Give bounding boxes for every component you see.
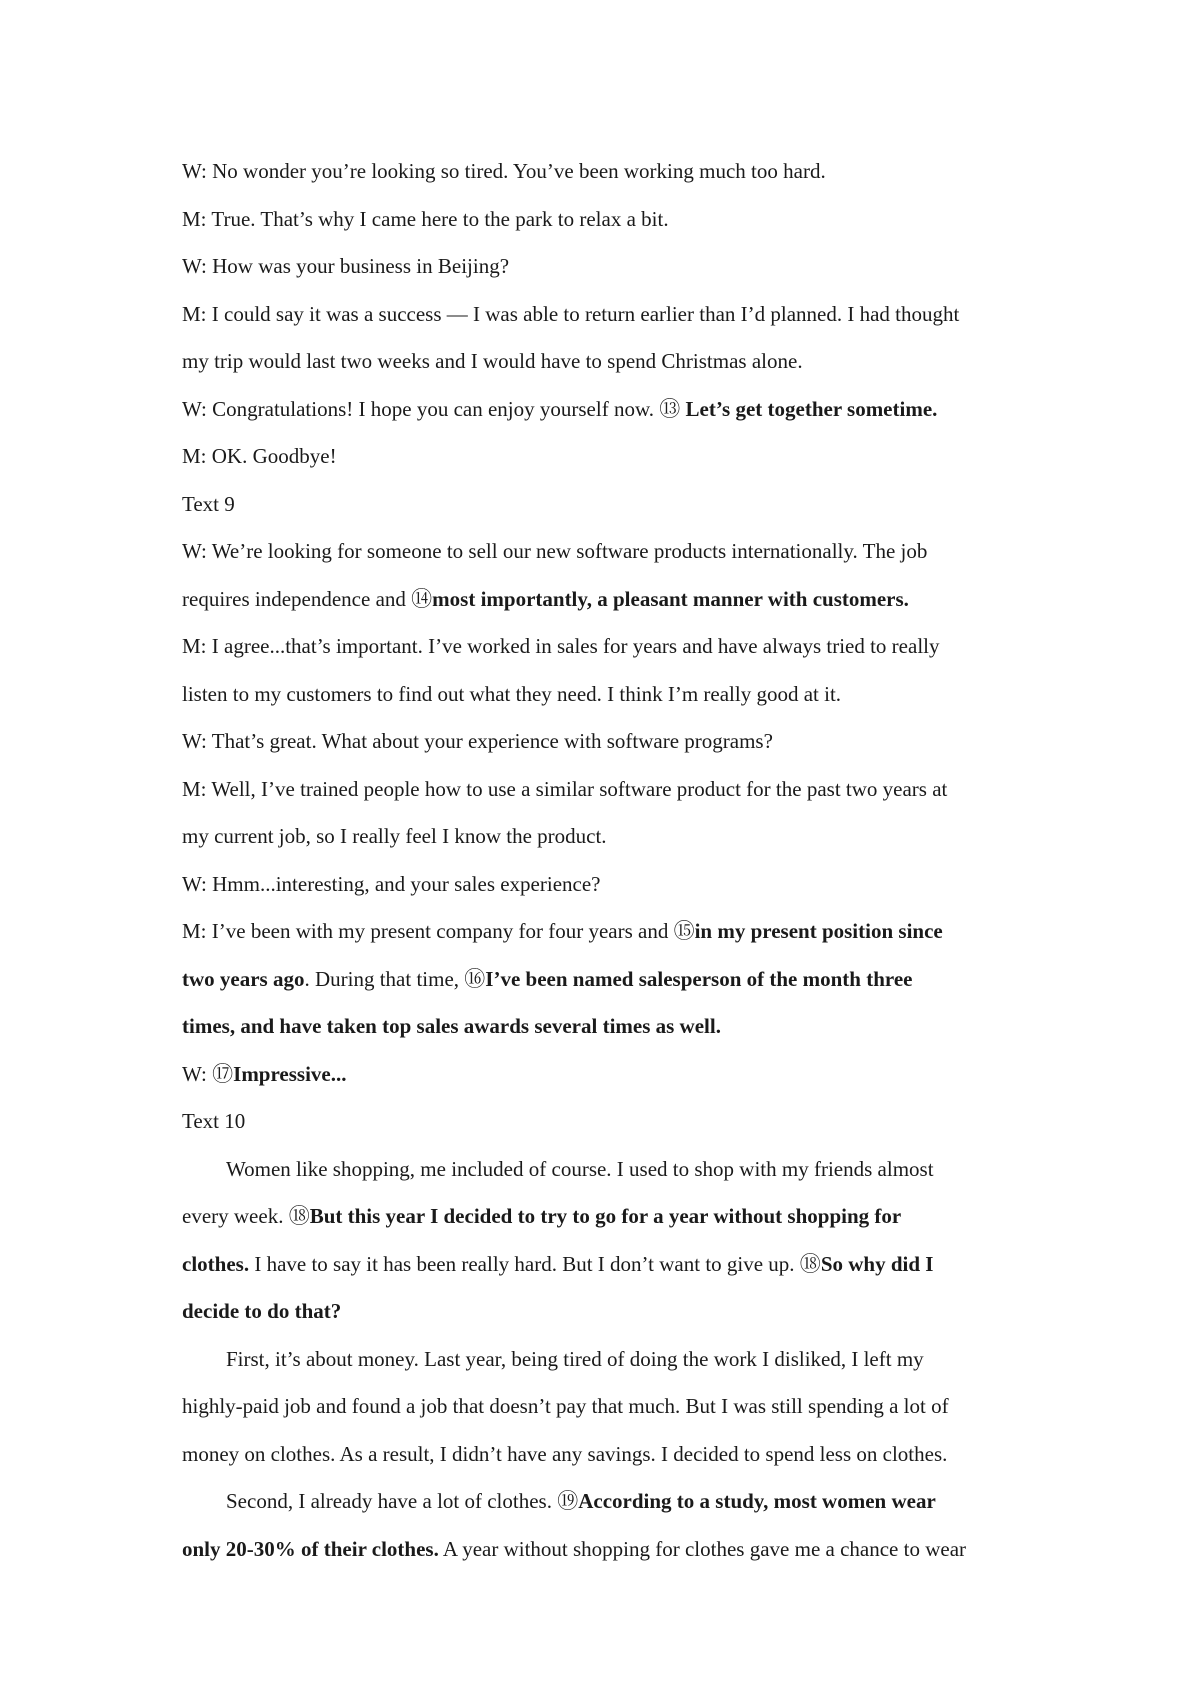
text-run: M: OK. Goodbye! (182, 444, 337, 468)
bold-text: in my present position since (694, 919, 943, 943)
bold-text: two years ago (182, 966, 305, 991)
text-line (182, 1526, 1052, 1574)
text-run: First, it’s about money. Last year, being tired of doing the work I disliked, I left my (226, 1346, 924, 1371)
text-line (182, 1051, 1052, 1099)
text-run: Second, I already have a lot of clothes. ⑲ (226, 1489, 579, 1513)
text-line (182, 481, 1052, 529)
bold-text: Let’s get together sometime. (685, 396, 938, 421)
text-run: W: Hmm...interesting, and your sales experience? (182, 871, 601, 896)
bold-text: decide to do that? (182, 1299, 342, 1323)
text-line (182, 813, 1052, 861)
text-run: Women like shopping, me included of course. I used to shop with my friends almost (226, 1156, 934, 1181)
bold-text: Impressive... (233, 1061, 347, 1086)
text-run: highly-paid job and found a job that doesn’t pay that much. But I was still spending a lot of (182, 1394, 949, 1418)
transcript-text (182, 148, 1052, 1573)
text-line (182, 1241, 1052, 1289)
text-line (182, 1098, 1052, 1146)
text-run: W: ⑰ (182, 1061, 234, 1086)
text-run: W: We’re looking for someone to sell our new software products internationally. The job (182, 539, 928, 563)
text-run: M: Well, I’ve trained people how to use a similar software product for the past two years at (182, 776, 948, 801)
text-run: W: No wonder you’re looking so tired. You’ve been working much too hard. (182, 159, 826, 183)
text-run: requires independence and ⑭ (182, 586, 433, 611)
text-line (182, 1193, 1052, 1241)
text-line (182, 338, 1052, 386)
text-run: M: I could say it was a success — I was able to return earlier than I’d planned. I had thought (182, 301, 960, 326)
text-line (182, 291, 1052, 339)
text-run: . During that time, ⑯ (304, 966, 486, 991)
text-run: M: True. That’s why I came here to the park to relax a bit. (182, 206, 669, 231)
bold-text: According to a study, most women wear (578, 1489, 936, 1513)
text-run: W: That’s great. What about your experience with software programs? (182, 729, 773, 753)
text-run: my trip would last two weeks and I would have to spend Christmas alone. (182, 349, 803, 373)
bold-text: I’ve been named salesperson of the month three (485, 966, 913, 991)
text-line (182, 1431, 1052, 1479)
text-line (182, 908, 1052, 956)
text-run: my current job, so I really feel I know the product. (182, 824, 607, 848)
text-line (182, 1336, 1052, 1384)
text-run: A year without shopping for clothes gave me a chance to wear (438, 1536, 967, 1561)
bold-text: most importantly, a pleasant manner with customers. (432, 586, 909, 611)
text-line (182, 433, 1052, 481)
text-run: I have to say it has been really hard. But I don’t want to give up. ⑱ (249, 1251, 821, 1276)
text-run: Text 9 (182, 491, 235, 516)
text-line (182, 528, 1052, 576)
text-line (182, 956, 1052, 1004)
text-run: every week. ⑱ (182, 1204, 310, 1228)
bold-text: times, and have taken top sales awards several times as well. (182, 1014, 721, 1038)
text-line (182, 148, 1052, 196)
text-line (182, 243, 1052, 291)
text-run: listen to my customers to find out what they need. I think I’m really good at it. (182, 681, 842, 706)
bold-text: So why did I (820, 1251, 934, 1276)
text-line (182, 671, 1052, 719)
text-line (182, 718, 1052, 766)
text-run: W: Congratulations! I hope you can enjoy yourself now. ⑬ (182, 396, 686, 421)
text-line (182, 861, 1052, 909)
text-line (182, 623, 1052, 671)
text-line (182, 386, 1052, 434)
text-run: Text 10 (182, 1109, 246, 1133)
text-line (182, 1478, 1052, 1526)
text-run: M: I’ve been with my present company for four years and ⑮ (182, 919, 695, 943)
text-line (182, 576, 1052, 624)
bold-text: clothes. (182, 1251, 250, 1276)
text-run: M: I agree...that’s important. I’ve worked in sales for years and have always tried to really (182, 634, 940, 658)
text-line (182, 1383, 1052, 1431)
text-run: W: How was your business in Beijing? (182, 254, 510, 278)
text-line (182, 766, 1052, 814)
text-line (182, 1146, 1052, 1194)
bold-text: only 20-30% of their clothes. (182, 1536, 439, 1561)
text-run: money on clothes. As a result, I didn’t have any savings. I decided to spend less on clothes. (182, 1441, 948, 1466)
text-line (182, 1288, 1052, 1336)
text-line (182, 1003, 1052, 1051)
text-line (182, 196, 1052, 244)
bold-text: But this year I decided to try to go for a year without shopping for (309, 1204, 902, 1228)
